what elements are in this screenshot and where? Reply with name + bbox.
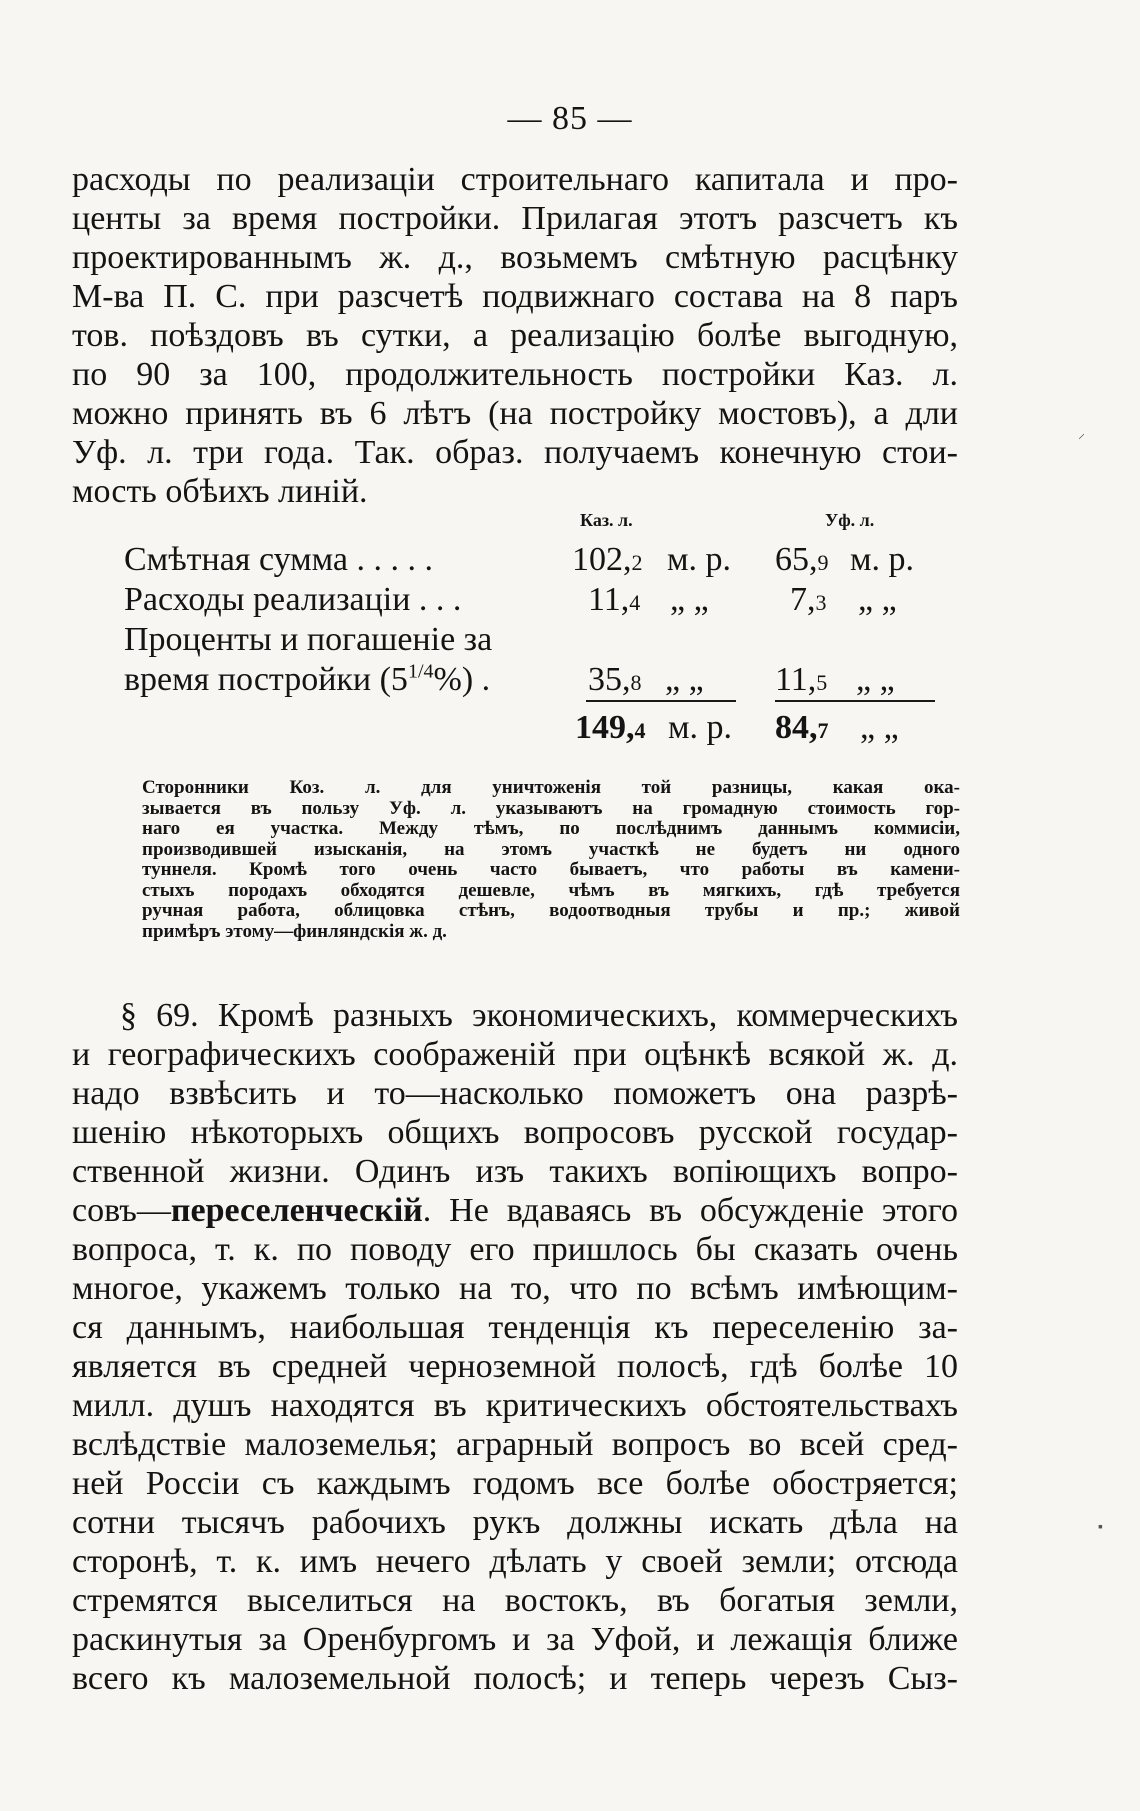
row-label: время постройки $(5^{1/4}\%)$ .	[124, 660, 491, 698]
text-line: Сторонники Коз. л. для уничтоженія той разницы, какая ока-	[142, 777, 960, 798]
kaz-unit: „ „	[670, 581, 709, 618]
text-line: примѣръ этому—финляндскія ж. д.	[142, 920, 447, 942]
text-line: сотни тысячъ рабочихъ рукъ должны искать дѣла на	[72, 1504, 958, 1541]
text-line: сторонѣ, т. к. имъ нечего дѣлать у своей земли; отсюда	[72, 1543, 958, 1580]
sum-rule-uf	[775, 700, 935, 702]
text-line: Уф. л. три года. Так. образ. получаемъ конечную стои-	[72, 434, 958, 471]
text-line: всего къ малоземельной полосѣ; и теперь черезъ Сыз-	[72, 1660, 958, 1697]
table-row	[0, 580, 1140, 620]
text-line: многое, укажемъ только на то, что по всѣмъ имѣющим-	[72, 1270, 958, 1307]
text-line: туннеля. Кромѣ того очень часто бываетъ, что работы въ камени-	[142, 859, 960, 880]
kaz-value: 35,8	[588, 661, 642, 698]
scan-mark: ⸝	[1078, 427, 1085, 442]
text-line: § 69. Кромѣ разныхъ экономическихъ, коммерческихъ	[120, 997, 958, 1034]
page-number: — 85 —	[507, 100, 633, 137]
text-line: раскинутыя за Оренбургомъ и за Уфой, и лежащія ближе	[72, 1621, 958, 1658]
uf-unit: „ „	[858, 581, 897, 618]
row-label: Проценты и погашеніе за	[124, 621, 493, 658]
table-total-row	[0, 708, 1140, 748]
text-line: стыхъ породахъ обходятся дешевле, чѣмъ въ мягкихъ, гдѣ требуется	[142, 879, 960, 901]
text-line: проектированнымъ ж. д., возьмемъ смѣтную расцѣнку	[72, 239, 958, 276]
text-line: по 90 за 100, продолжительность постройки Каз. л.	[72, 356, 958, 393]
uf-value: 7,3	[790, 581, 827, 618]
paragraph-69	[72, 996, 958, 1698]
kaz-value: 11,4	[588, 581, 641, 618]
text-line: можно принять въ 6 лѣтъ (на постройку мостовъ), а дли	[72, 395, 958, 432]
kaz-unit: „ „	[665, 661, 704, 698]
uf-total: 84,7	[775, 709, 829, 746]
text-line: ственной жизни. Одинъ изъ такихъ вопіющихъ вопро-	[72, 1153, 958, 1190]
kaz-total-unit: м. р.	[668, 709, 733, 746]
row-label: Расходы реализаціи . . .	[124, 581, 462, 618]
text-line: милл. душъ находятся въ критическихъ обстоятельствахъ	[72, 1387, 958, 1424]
text-line: ся даннымъ, наибольшая тенденція къ переселенію за-	[72, 1309, 958, 1346]
emphasis-term: переселенческій	[170, 1192, 423, 1229]
text-line: является въ средней черноземной полосѣ, гдѣ болѣе 10	[72, 1348, 958, 1385]
kaz-value: 102,2	[572, 541, 643, 578]
text-line: шенію нѣкоторыхъ общихъ вопросовъ русской государ-	[72, 1114, 958, 1151]
text-line: центы за время постройки. Прилагая этотъ разсчетъ къ	[72, 200, 958, 237]
text-line: тов. поѣздовъ въ сутки, а реализацію болѣе выгодную,	[72, 317, 958, 354]
column-header-uf: Уф. л.	[825, 510, 875, 530]
text-line: М-ва П. С. при разсчетѣ подвижнаго состава на 8 паръ	[72, 278, 958, 315]
text-line: надо взвѣсить и то—насколько поможетъ она разрѣ-	[72, 1075, 958, 1112]
uf-value: 65,9	[775, 541, 829, 578]
text-line: производившей изысканія, на этомъ участкѣ не будетъ ни одного	[142, 838, 960, 860]
footnote	[142, 778, 960, 942]
row-label: Смѣтная сумма . . . . .	[124, 541, 434, 578]
column-header-kaz: Каз. л.	[580, 510, 633, 530]
table-row	[0, 660, 1140, 700]
table-row	[0, 540, 1140, 580]
paragraph-1	[72, 160, 958, 511]
kaz-unit: м. р.	[667, 541, 732, 578]
text-line: вопроса, т. к. по поводу его пришлось бы сказать очень	[72, 1231, 958, 1268]
uf-value: 11,5	[775, 661, 828, 698]
text-line: совъ—переселенческій. Не вдаваясь въ обсужденіе этого	[72, 1192, 958, 1229]
text-line: мость обѣихъ линій.	[72, 473, 368, 510]
uf-unit: м. р.	[850, 541, 915, 578]
text-line: ручная работа, облицовка стѣнъ, водоотводныя трубы и пр.; живой	[142, 900, 960, 921]
kaz-total: 149,4	[575, 709, 646, 746]
scan-mark: ▪	[1098, 1520, 1103, 1535]
text-line: расходы по реализаціи строительнаго капитала и про-	[72, 161, 958, 198]
uf-total-unit: „ „	[860, 709, 899, 746]
uf-unit: „ „	[856, 661, 895, 698]
text-line: вслѣдствіе малоземелья; аграрный вопросъ во всей сред-	[72, 1426, 958, 1463]
text-line: наго ея участка. Между тѣмъ, по послѣднимъ даннымъ коммисіи,	[142, 818, 960, 839]
sum-rule-kaz	[586, 700, 736, 702]
text-line: зывается въ пользу Уф. л. указываютъ на громадную стоимость гор-	[142, 797, 960, 819]
text-line: стремятся выселиться на востокъ, въ богатыя земли,	[72, 1582, 958, 1619]
table-row	[0, 620, 1140, 660]
text-line: и географическихъ соображеній при оцѣнкѣ всякой ж. д.	[72, 1036, 958, 1073]
text-line: ней Россіи съ каждымъ годомъ все болѣе обостряется;	[72, 1465, 958, 1502]
